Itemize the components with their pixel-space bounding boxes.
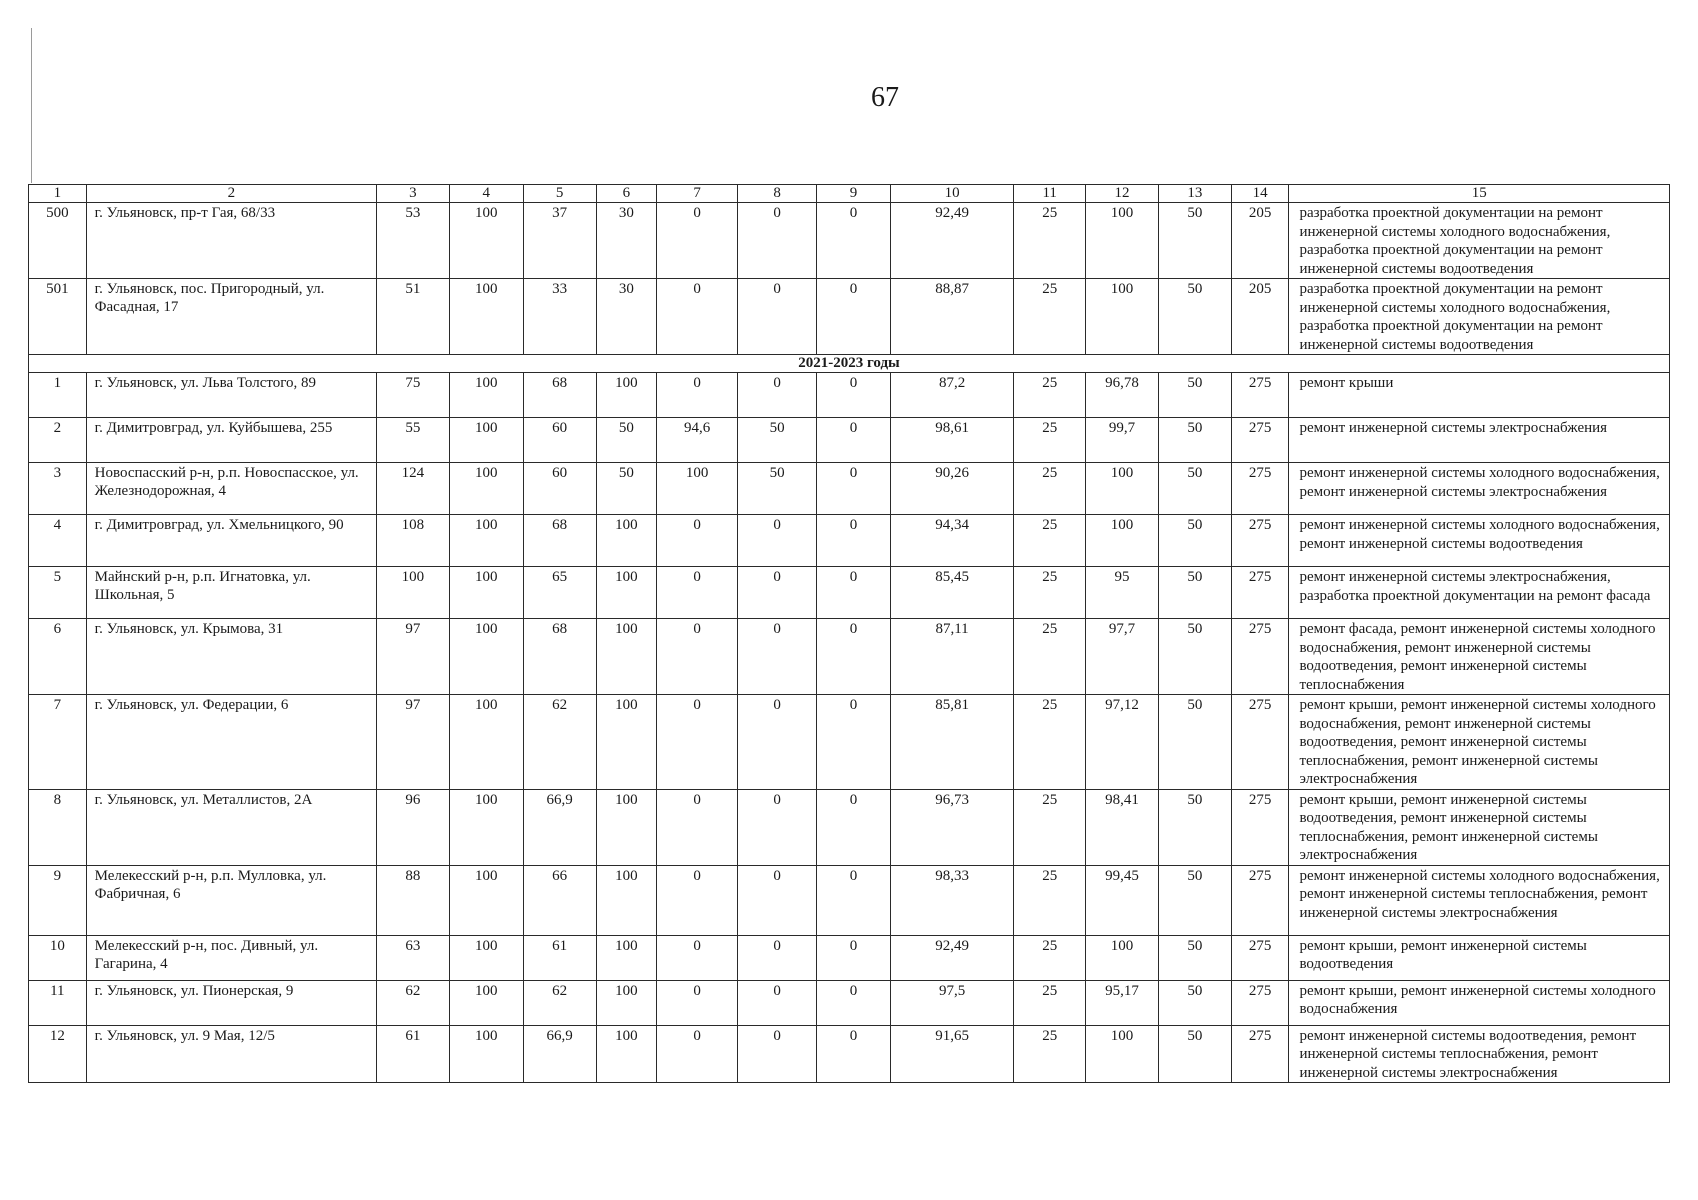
column-number-12: 12 — [1086, 185, 1159, 203]
col-3-cell: 97 — [377, 619, 450, 695]
col-3-cell: 55 — [377, 418, 450, 463]
work-description-cell: ремонт крыши, ремонт инженерной системы холодного водоснабжения — [1289, 980, 1670, 1025]
row-number-cell: 7 — [29, 695, 87, 790]
column-number-3: 3 — [377, 185, 450, 203]
col-5-cell: 66,9 — [523, 1025, 596, 1083]
row-number-cell: 11 — [29, 980, 87, 1025]
col-11-cell: 25 — [1014, 980, 1086, 1025]
col-11-cell: 25 — [1014, 619, 1086, 695]
col-9-cell: 0 — [817, 567, 891, 619]
row-number-cell: 6 — [29, 619, 87, 695]
row-number-cell: 500 — [29, 203, 87, 279]
col-12-cell: 99,45 — [1086, 865, 1159, 935]
row-number-cell: 2 — [29, 418, 87, 463]
col-3-cell: 63 — [377, 935, 450, 980]
col-6-cell: 100 — [596, 515, 657, 567]
col-14-cell: 275 — [1231, 1025, 1289, 1083]
col-9-cell: 0 — [817, 695, 891, 790]
address-cell: г. Ульяновск, ул. Льва Толстого, 89 — [86, 373, 376, 418]
table-row — [29, 567, 1670, 619]
col-3-cell: 61 — [377, 1025, 450, 1083]
col-8-cell: 0 — [738, 203, 817, 279]
col-10-cell: 98,61 — [890, 418, 1013, 463]
col-12-cell: 97,7 — [1086, 619, 1159, 695]
column-number-8: 8 — [738, 185, 817, 203]
col-13-cell: 50 — [1158, 463, 1231, 515]
col-12-cell: 99,7 — [1086, 418, 1159, 463]
work-description-cell: ремонт крыши, ремонт инженерной системы холодного водоснабжения, ремонт инженерной системы водоотведения, ремонт инженерной системы теплоснабжения, ремонт инженерной системы электроснабжения — [1289, 695, 1670, 790]
col-12-cell: 96,78 — [1086, 373, 1159, 418]
col-5-cell: 62 — [523, 980, 596, 1025]
col-14-cell: 205 — [1231, 279, 1289, 355]
col-13-cell: 50 — [1158, 980, 1231, 1025]
col-10-cell: 96,73 — [890, 789, 1013, 865]
col-8-cell: 0 — [738, 695, 817, 790]
row-number-cell: 9 — [29, 865, 87, 935]
col-8-cell: 0 — [738, 789, 817, 865]
address-cell: Мелекесский р-н, пос. Дивный, ул. Гагарина, 4 — [86, 935, 376, 980]
col-11-cell: 25 — [1014, 203, 1086, 279]
address-cell: г. Ульяновск, ул. Крымова, 31 — [86, 619, 376, 695]
col-14-cell: 205 — [1231, 203, 1289, 279]
col-13-cell: 50 — [1158, 203, 1231, 279]
col-11-cell: 25 — [1014, 567, 1086, 619]
col-6-cell: 100 — [596, 695, 657, 790]
col-10-cell: 87,2 — [890, 373, 1013, 418]
work-description-cell: ремонт крыши — [1289, 373, 1670, 418]
col-8-cell: 0 — [738, 619, 817, 695]
col-6-cell: 50 — [596, 418, 657, 463]
col-14-cell: 275 — [1231, 980, 1289, 1025]
col-7-cell: 0 — [657, 695, 738, 790]
col-8-cell: 0 — [738, 1025, 817, 1083]
col-10-cell: 88,87 — [890, 279, 1013, 355]
col-12-cell: 95,17 — [1086, 980, 1159, 1025]
col-7-cell: 0 — [657, 279, 738, 355]
col-12-cell: 98,41 — [1086, 789, 1159, 865]
work-description-cell: разработка проектной документации на ремонт инженерной системы холодного водоснабжения, разработка проектной документации на ремонт инженерной системы водоотведения — [1289, 203, 1670, 279]
table-row — [29, 515, 1670, 567]
column-number-13: 13 — [1158, 185, 1231, 203]
col-5-cell: 68 — [523, 515, 596, 567]
col-6-cell: 30 — [596, 279, 657, 355]
col-11-cell: 25 — [1014, 935, 1086, 980]
col-10-cell: 92,49 — [890, 203, 1013, 279]
work-description-cell: ремонт инженерной системы холодного водоснабжения, ремонт инженерной системы водоотведения — [1289, 515, 1670, 567]
col-6-cell: 100 — [596, 567, 657, 619]
col-12-cell: 100 — [1086, 935, 1159, 980]
column-number-2: 2 — [86, 185, 376, 203]
work-description-cell: ремонт крыши, ремонт инженерной системы водоотведения, ремонт инженерной системы теплоснабжения, ремонт инженерной системы электроснабжения — [1289, 789, 1670, 865]
column-number-14: 14 — [1231, 185, 1289, 203]
col-13-cell: 50 — [1158, 695, 1231, 790]
col-3-cell: 62 — [377, 980, 450, 1025]
col-5-cell: 33 — [523, 279, 596, 355]
col-9-cell: 0 — [817, 515, 891, 567]
column-number-4: 4 — [449, 185, 523, 203]
col-7-cell: 100 — [657, 463, 738, 515]
col-13-cell: 50 — [1158, 418, 1231, 463]
row-number-cell: 10 — [29, 935, 87, 980]
col-7-cell: 0 — [657, 865, 738, 935]
col-4-cell: 100 — [449, 418, 523, 463]
col-12-cell: 100 — [1086, 203, 1159, 279]
col-6-cell: 100 — [596, 980, 657, 1025]
address-cell: г. Ульяновск, ул. 9 Мая, 12/5 — [86, 1025, 376, 1083]
col-11-cell: 25 — [1014, 515, 1086, 567]
col-8-cell: 0 — [738, 279, 817, 355]
col-7-cell: 0 — [657, 515, 738, 567]
col-3-cell: 96 — [377, 789, 450, 865]
col-5-cell: 65 — [523, 567, 596, 619]
col-12-cell: 97,12 — [1086, 695, 1159, 790]
col-9-cell: 0 — [817, 789, 891, 865]
col-4-cell: 100 — [449, 935, 523, 980]
col-9-cell: 0 — [817, 279, 891, 355]
col-7-cell: 0 — [657, 203, 738, 279]
work-description-cell: ремонт инженерной системы электроснабжения — [1289, 418, 1670, 463]
col-9-cell: 0 — [817, 865, 891, 935]
col-14-cell: 275 — [1231, 567, 1289, 619]
col-11-cell: 25 — [1014, 373, 1086, 418]
col-5-cell: 68 — [523, 619, 596, 695]
col-4-cell: 100 — [449, 203, 523, 279]
col-6-cell: 100 — [596, 373, 657, 418]
col-9-cell: 0 — [817, 980, 891, 1025]
col-8-cell: 0 — [738, 980, 817, 1025]
col-12-cell: 95 — [1086, 567, 1159, 619]
col-14-cell: 275 — [1231, 789, 1289, 865]
section-title: 2021-2023 годы — [29, 355, 1670, 373]
address-cell: г. Ульяновск, ул. Федерации, 6 — [86, 695, 376, 790]
col-7-cell: 94,6 — [657, 418, 738, 463]
col-13-cell: 50 — [1158, 373, 1231, 418]
row-number-cell: 8 — [29, 789, 87, 865]
col-10-cell: 91,65 — [890, 1025, 1013, 1083]
table-row — [29, 865, 1670, 935]
column-number-row — [29, 185, 1670, 203]
col-4-cell: 100 — [449, 789, 523, 865]
col-6-cell: 100 — [596, 935, 657, 980]
table-row — [29, 1025, 1670, 1083]
col-8-cell: 0 — [738, 515, 817, 567]
column-number-1: 1 — [29, 185, 87, 203]
table-row — [29, 463, 1670, 515]
col-10-cell: 97,5 — [890, 980, 1013, 1025]
col-6-cell: 30 — [596, 203, 657, 279]
col-10-cell: 85,81 — [890, 695, 1013, 790]
col-4-cell: 100 — [449, 865, 523, 935]
col-11-cell: 25 — [1014, 418, 1086, 463]
column-number-15: 15 — [1289, 185, 1670, 203]
row-number-cell: 4 — [29, 515, 87, 567]
col-6-cell: 100 — [596, 619, 657, 695]
col-12-cell: 100 — [1086, 515, 1159, 567]
address-cell: Мелекесский р-н, р.п. Мулловка, ул. Фабричная, 6 — [86, 865, 376, 935]
column-number-5: 5 — [523, 185, 596, 203]
table-row — [29, 279, 1670, 355]
col-4-cell: 100 — [449, 980, 523, 1025]
col-3-cell: 124 — [377, 463, 450, 515]
row-number-cell: 1 — [29, 373, 87, 418]
col-13-cell: 50 — [1158, 935, 1231, 980]
column-number-9: 9 — [817, 185, 891, 203]
col-4-cell: 100 — [449, 619, 523, 695]
col-4-cell: 100 — [449, 279, 523, 355]
col-13-cell: 50 — [1158, 515, 1231, 567]
col-10-cell: 98,33 — [890, 865, 1013, 935]
col-3-cell: 88 — [377, 865, 450, 935]
table-row — [29, 373, 1670, 418]
col-6-cell: 100 — [596, 1025, 657, 1083]
address-cell: г. Ульяновск, пос. Пригородный, ул. Фасадная, 17 — [86, 279, 376, 355]
col-6-cell: 100 — [596, 865, 657, 935]
col-5-cell: 60 — [523, 418, 596, 463]
left-margin-line — [31, 28, 32, 183]
col-12-cell: 100 — [1086, 1025, 1159, 1083]
address-cell: г. Ульяновск, ул. Металлистов, 2А — [86, 789, 376, 865]
col-8-cell: 0 — [738, 865, 817, 935]
row-number-cell: 12 — [29, 1025, 87, 1083]
col-3-cell: 97 — [377, 695, 450, 790]
col-11-cell: 25 — [1014, 463, 1086, 515]
col-14-cell: 275 — [1231, 935, 1289, 980]
address-cell: г. Ульяновск, пр-т Гая, 68/33 — [86, 203, 376, 279]
col-7-cell: 0 — [657, 373, 738, 418]
col-9-cell: 0 — [817, 935, 891, 980]
col-7-cell: 0 — [657, 567, 738, 619]
col-9-cell: 0 — [817, 619, 891, 695]
col-10-cell: 85,45 — [890, 567, 1013, 619]
row-number-cell: 3 — [29, 463, 87, 515]
table-row — [29, 935, 1670, 980]
row-number-cell: 5 — [29, 567, 87, 619]
address-cell: г. Димитровград, ул. Куйбышева, 255 — [86, 418, 376, 463]
table-row — [29, 203, 1670, 279]
col-7-cell: 0 — [657, 980, 738, 1025]
col-5-cell: 37 — [523, 203, 596, 279]
col-7-cell: 0 — [657, 1025, 738, 1083]
col-11-cell: 25 — [1014, 279, 1086, 355]
row-number-cell: 501 — [29, 279, 87, 355]
col-6-cell: 50 — [596, 463, 657, 515]
col-9-cell: 0 — [817, 203, 891, 279]
table-row — [29, 789, 1670, 865]
table-row — [29, 418, 1670, 463]
col-12-cell: 100 — [1086, 279, 1159, 355]
table-row — [29, 980, 1670, 1025]
col-5-cell: 68 — [523, 373, 596, 418]
col-7-cell: 0 — [657, 619, 738, 695]
table-row — [29, 695, 1670, 790]
col-3-cell: 100 — [377, 567, 450, 619]
address-cell: г. Ульяновск, ул. Пионерская, 9 — [86, 980, 376, 1025]
col-3-cell: 51 — [377, 279, 450, 355]
work-description-cell: ремонт крыши, ремонт инженерной системы водоотведения — [1289, 935, 1670, 980]
col-8-cell: 50 — [738, 463, 817, 515]
col-13-cell: 50 — [1158, 789, 1231, 865]
section-header-row — [29, 355, 1670, 373]
col-14-cell: 275 — [1231, 418, 1289, 463]
col-13-cell: 50 — [1158, 279, 1231, 355]
column-number-6: 6 — [596, 185, 657, 203]
col-4-cell: 100 — [449, 463, 523, 515]
column-number-11: 11 — [1014, 185, 1086, 203]
register-table — [28, 184, 1670, 1083]
table-row — [29, 619, 1670, 695]
col-11-cell: 25 — [1014, 789, 1086, 865]
col-4-cell: 100 — [449, 567, 523, 619]
rows-after-section — [29, 373, 1670, 1083]
work-description-cell: ремонт инженерной системы холодного водоснабжения, ремонт инженерной системы теплоснабжения, ремонт инженерной системы электроснабжения — [1289, 865, 1670, 935]
address-cell: г. Димитровград, ул. Хмельницкого, 90 — [86, 515, 376, 567]
col-14-cell: 275 — [1231, 515, 1289, 567]
col-12-cell: 100 — [1086, 463, 1159, 515]
address-cell: Новоспасский р-н, р.п. Новоспасское, ул. Железнодорожная, 4 — [86, 463, 376, 515]
work-description-cell: ремонт инженерной системы холодного водоснабжения, ремонт инженерной системы электроснабжения — [1289, 463, 1670, 515]
page-number: 67 — [871, 82, 899, 113]
col-13-cell: 50 — [1158, 619, 1231, 695]
col-8-cell: 50 — [738, 418, 817, 463]
col-14-cell: 275 — [1231, 463, 1289, 515]
col-5-cell: 62 — [523, 695, 596, 790]
col-9-cell: 0 — [817, 418, 891, 463]
col-11-cell: 25 — [1014, 1025, 1086, 1083]
work-description-cell: ремонт инженерной системы водоотведения, ремонт инженерной системы теплоснабжения, ремонт инженерной системы электроснабжения — [1289, 1025, 1670, 1083]
col-3-cell: 75 — [377, 373, 450, 418]
col-4-cell: 100 — [449, 1025, 523, 1083]
col-11-cell: 25 — [1014, 865, 1086, 935]
col-4-cell: 100 — [449, 373, 523, 418]
work-description-cell: разработка проектной документации на ремонт инженерной системы холодного водоснабжения, разработка проектной документации на ремонт инженерной системы водоотведения — [1289, 279, 1670, 355]
column-number-7: 7 — [657, 185, 738, 203]
col-13-cell: 50 — [1158, 567, 1231, 619]
col-3-cell: 53 — [377, 203, 450, 279]
work-description-cell: ремонт инженерной системы электроснабжения, разработка проектной документации на ремонт фасада — [1289, 567, 1670, 619]
col-5-cell: 61 — [523, 935, 596, 980]
col-9-cell: 0 — [817, 1025, 891, 1083]
work-description-cell: ремонт фасада, ремонт инженерной системы холодного водоснабжения, ремонт инженерной системы водоотведения, ремонт инженерной системы теплоснабжения — [1289, 619, 1670, 695]
col-13-cell: 50 — [1158, 865, 1231, 935]
col-6-cell: 100 — [596, 789, 657, 865]
col-9-cell: 0 — [817, 373, 891, 418]
col-5-cell: 66,9 — [523, 789, 596, 865]
col-14-cell: 275 — [1231, 619, 1289, 695]
col-14-cell: 275 — [1231, 695, 1289, 790]
address-cell: Майнский р-н, р.п. Игнатовка, ул. Школьная, 5 — [86, 567, 376, 619]
col-10-cell: 90,26 — [890, 463, 1013, 515]
col-14-cell: 275 — [1231, 373, 1289, 418]
col-3-cell: 108 — [377, 515, 450, 567]
col-7-cell: 0 — [657, 935, 738, 980]
col-8-cell: 0 — [738, 373, 817, 418]
col-5-cell: 66 — [523, 865, 596, 935]
col-13-cell: 50 — [1158, 1025, 1231, 1083]
column-number-10: 10 — [890, 185, 1013, 203]
col-11-cell: 25 — [1014, 695, 1086, 790]
col-4-cell: 100 — [449, 515, 523, 567]
col-7-cell: 0 — [657, 789, 738, 865]
col-9-cell: 0 — [817, 463, 891, 515]
col-8-cell: 0 — [738, 935, 817, 980]
col-10-cell: 94,34 — [890, 515, 1013, 567]
rows-before-section — [29, 203, 1670, 355]
col-5-cell: 60 — [523, 463, 596, 515]
col-14-cell: 275 — [1231, 865, 1289, 935]
col-10-cell: 87,11 — [890, 619, 1013, 695]
col-4-cell: 100 — [449, 695, 523, 790]
col-10-cell: 92,49 — [890, 935, 1013, 980]
col-8-cell: 0 — [738, 567, 817, 619]
